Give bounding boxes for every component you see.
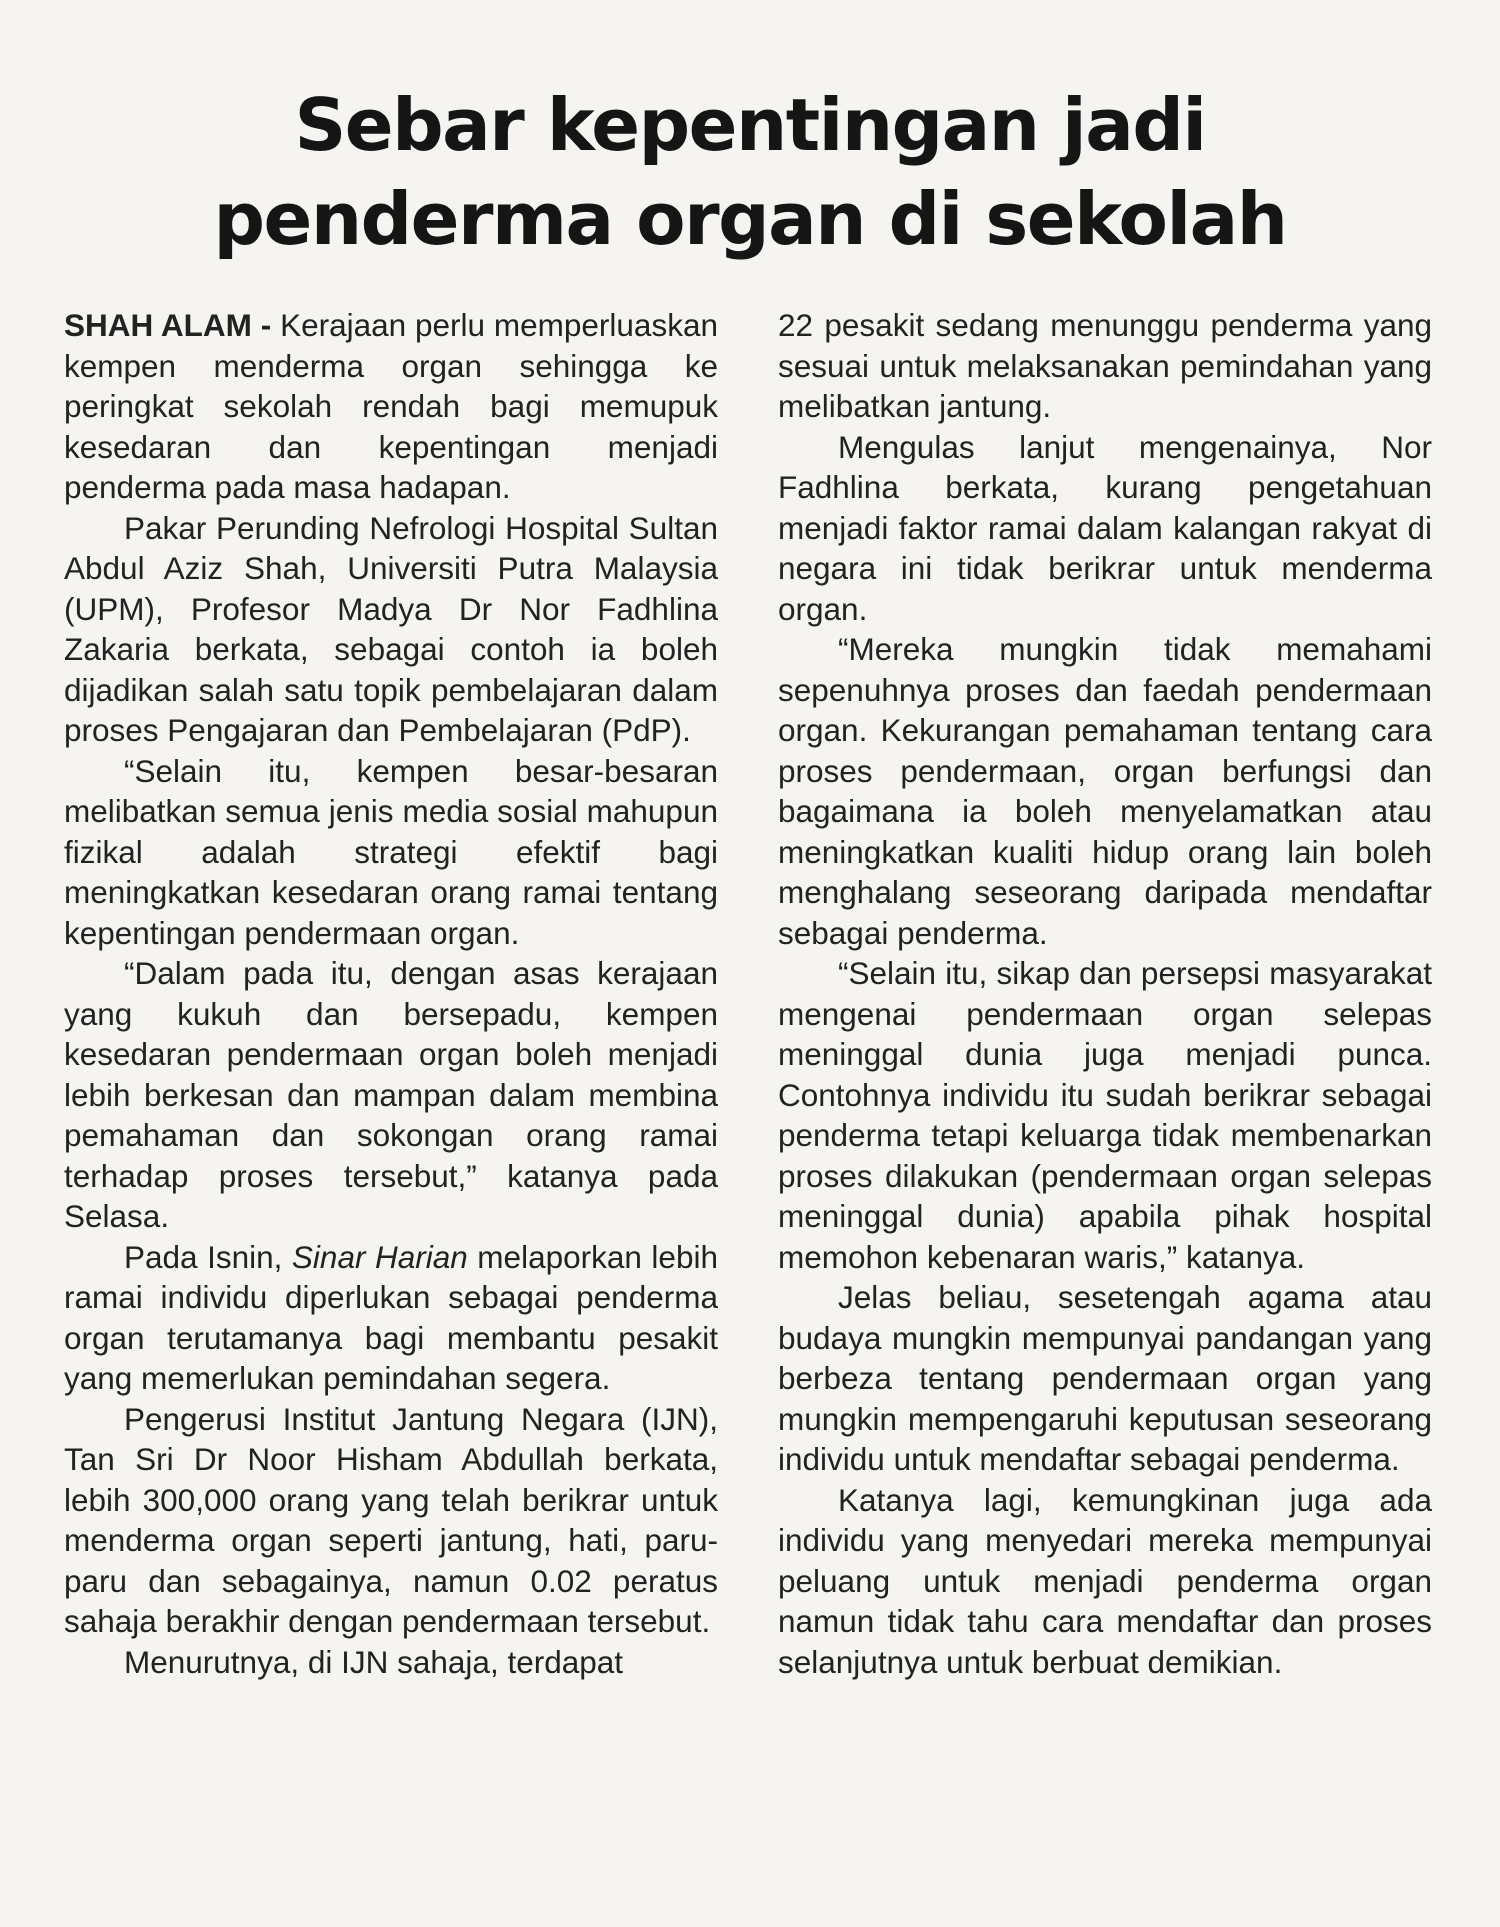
paragraph-10: “Selain itu, sikap dan persepsi masyarakat mengenai pendermaan organ selepas meninggal dunia juga menjadi punca. Contohnya individu itu sudah berikrar sebagai penderma tetapi keluarga tidak membenarkan proses dilakukan (pendermaan organ selepas meninggal dunia) apabila pihak hospital memohon kebenaran waris,” katanya. — [778, 955, 1432, 1275]
headline-line-2: penderma organ di sekolah — [213, 177, 1287, 261]
paragraph-3: “Selain itu, kempen besar-besaran melibatkan semua jenis media sosial mahupun fizikal adalah strategi efektif bagi meningkatkan kesedaran orang ramai tentang kepentingan pendermaan organ. — [64, 752, 718, 951]
headline-line-1: Sebar kepentingan jadi — [294, 83, 1206, 167]
article-headline — [0, 78, 1500, 266]
dateline: SHAH ALAM - — [64, 307, 281, 343]
paragraph-2: Pakar Perunding Nefrologi Hospital Sultan Abdul Aziz Shah, Universiti Putra Malaysia (UPM), Profesor Madya Dr Nor Fadhlina Zakaria berkata, sebagai contoh ia boleh dijadikan salah satu topik pembelajaran dalam proses Pengajaran dan Pembelajaran (PdP). — [64, 509, 718, 748]
paragraph-1: SHAH ALAM - Kerajaan perlu memperluaskan kempen menderma organ sehingga ke peringkat sekolah rendah bagi memupuk kesedaran dan kepentingan menjadi penderma pada masa hadapan. — [64, 307, 718, 505]
paragraph-5: Pada Isnin, Sinar Harian melaporkan lebih ramai individu diperlukan sebagai penderma organ terutamanya bagi membantu pesakit yang memerlukan pemindahan segera. — [64, 1238, 718, 1396]
article-column-right — [778, 305, 1432, 1682]
paragraph-7-continued: 22 pesakit sedang menunggu penderma yang sesuai untuk melaksanakan pemindahan yang melibatkan jantung. — [778, 307, 1432, 424]
article-column-left — [64, 305, 718, 1682]
newspaper-name: Sinar Harian — [291, 1238, 468, 1275]
paragraph-7-start: Menurutnya, di IJN sahaja, terdapat — [124, 1643, 624, 1680]
paragraph-6: Pengerusi Institut Jantung Negara (IJN), Tan Sri Dr Noor Hisham Abdullah berkata, lebih 300,000 orang yang telah berikrar untuk menderma organ seperti jantung, hati, paru-paru dan sebagainya, namun 0.02 peratus sahaja berakhir dengan pendermaan tersebut. — [64, 1400, 718, 1639]
paragraph-9: “Mereka mungkin tidak memahami sepenuhnya proses dan faedah pendermaan organ. Kekurangan pemahaman tentang cara proses pendermaan, organ berfungsi dan bagaimana ia boleh menyelamatkan atau meningkatkan kualiti hidup orang lain boleh menghalang seseorang daripada mendaftar sebagai penderma. — [778, 631, 1432, 951]
paragraph-4: “Dalam pada itu, dengan asas kerajaan yang kukuh dan bersepadu, kempen kesedaran pendermaan organ boleh menjadi lebih berkesan dan mampan dalam membina pemahaman dan sokongan orang ramai terhadap proses tersebut,” katanya pada Selasa. — [64, 955, 718, 1234]
paragraph-8: Mengulas lanjut mengenainya, Nor Fadhlina berkata, kurang pengetahuan menjadi faktor ramai dalam kalangan rakyat di negara ini tidak berikrar untuk menderma organ. — [778, 428, 1432, 627]
paragraph-12: Katanya lagi, kemungkinan juga ada individu yang menyedari mereka mempunyai peluang untuk menjadi penderma organ namun tidak tahu cara mendaftar dan proses selanjutnya untuk berbuat demikian. — [778, 1481, 1432, 1680]
paragraph-11: Jelas beliau, sesetengah agama atau budaya mungkin mempunyai pandangan yang berbeza tentang pendermaan organ yang mungkin mempengaruhi keputusan seseorang individu untuk mendaftar sebagai penderma. — [778, 1279, 1432, 1477]
